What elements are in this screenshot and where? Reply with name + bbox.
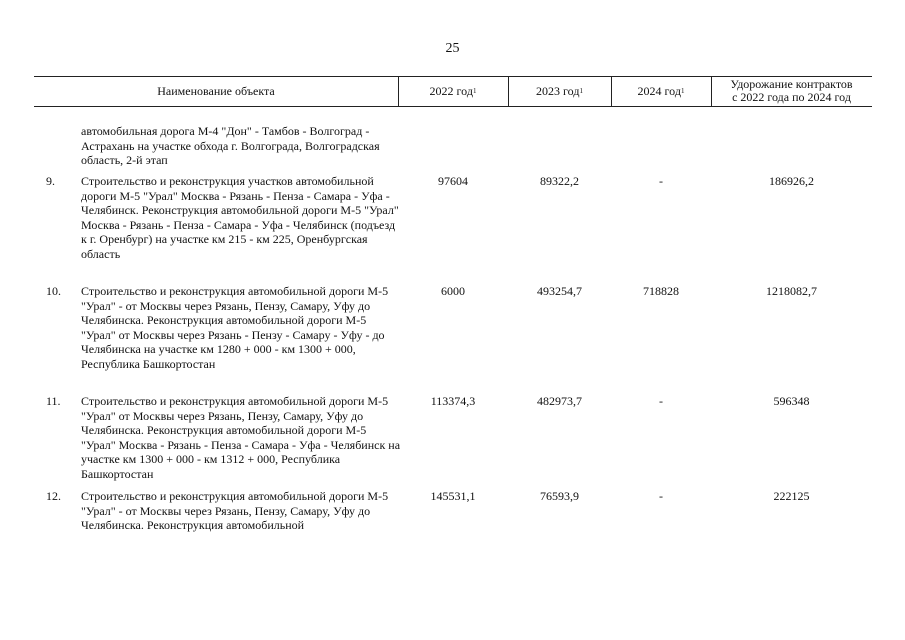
value-2024: 718828 bbox=[643, 284, 679, 298]
row-number: 10. bbox=[46, 284, 61, 298]
value-increase: 1218082,7 bbox=[766, 284, 817, 298]
value-2024: - bbox=[659, 394, 663, 408]
value-2022: 113374,3 bbox=[430, 394, 476, 408]
header-2023-label: 2023 год bbox=[536, 83, 580, 98]
object-name: автомобильная дорога М-4 "Дон" - Тамбов - Волгоград - Астрахань на участке обхода г. Волгограда, Волгоградская область, 2-й этап bbox=[81, 124, 380, 168]
header-bottom-rule bbox=[34, 106, 872, 107]
header-2022: 2022 год 1 bbox=[429, 83, 477, 98]
value-2023: 76593,9 bbox=[540, 489, 579, 503]
value-2022: 97604 bbox=[438, 174, 468, 188]
page-number: 25 bbox=[445, 41, 460, 56]
header-increase-line2: с 2022 года по 2024 год bbox=[732, 90, 851, 104]
row-number: 9. bbox=[46, 174, 55, 188]
value-2022: 6000 bbox=[441, 284, 465, 298]
value-2022: 145531,1 bbox=[430, 489, 476, 503]
value-increase: 222125 bbox=[773, 489, 810, 503]
value-increase: 596348 bbox=[773, 394, 810, 408]
object-name: Строительство и реконструкция автомобильной дороги М-5 "Урал" - от Москвы через Рязань, Пензу, Самару, Уфу до Челябинска. Реконструкция автомобильной bbox=[81, 489, 389, 533]
header-increase-line1: Удорожание контрактов bbox=[730, 77, 853, 91]
object-name: Строительство и реконструкция автомобильной дороги М-5 "Урал" - от Москвы через Рязань, Пензу, Самару, Уфу до Челябинска. Реконструкция автомобильной дороги М-5 "Урал" от Москвы через Рязань - Пензу - Самару - Уфу - до Челябинска на участке км 1280 + 000 - км 1300 + 000, Республика Башкортостан bbox=[81, 284, 389, 371]
value-2023: 482973,7 bbox=[537, 394, 582, 408]
value-2024: - bbox=[659, 174, 663, 188]
object-name: Строительство и реконструкция автомобильной дороги М-5 "Урал" от Москвы через Рязань, Пензу, Самару, Уфу до Челябинска. Реконструкция автомобильной дороги М-5 "Урал" Москва - Рязань - Пенза - Самара - Уфа - Челябинск на участке км 1300 + 000 - км 1312 + 000, Республика Башкортостан bbox=[81, 394, 401, 481]
header-name-label: Наименование объекта bbox=[157, 83, 275, 98]
header-2022-label: 2022 год bbox=[429, 83, 473, 98]
value-2024: - bbox=[659, 489, 663, 503]
row-number: 11. bbox=[46, 394, 61, 408]
value-increase: 186926,2 bbox=[769, 174, 814, 188]
object-name: Строительство и реконструкция участков автомобильной дороги М-5 "Урал" Москва - Рязань - Пенза - Самара - Уфа - Челябинск. Реконструкция автомобильной дороги М-5 "Урал" Москва - Рязань - Пенза - Самара - Уфа - Челябинск (подъезд к г. Оренбург) на участке км 215 - км 225, Оренбургская область bbox=[81, 174, 399, 261]
header-2024: 2024 год 1 bbox=[637, 83, 685, 98]
row-number: 12. bbox=[46, 489, 61, 503]
value-2023: 89322,2 bbox=[540, 174, 579, 188]
value-2023: 493254,7 bbox=[537, 284, 582, 298]
header-name bbox=[34, 76, 398, 106]
header-increase bbox=[711, 76, 872, 106]
header-2023: 2023 год 1 bbox=[536, 83, 583, 98]
header-2024-label: 2024 год bbox=[637, 83, 681, 98]
